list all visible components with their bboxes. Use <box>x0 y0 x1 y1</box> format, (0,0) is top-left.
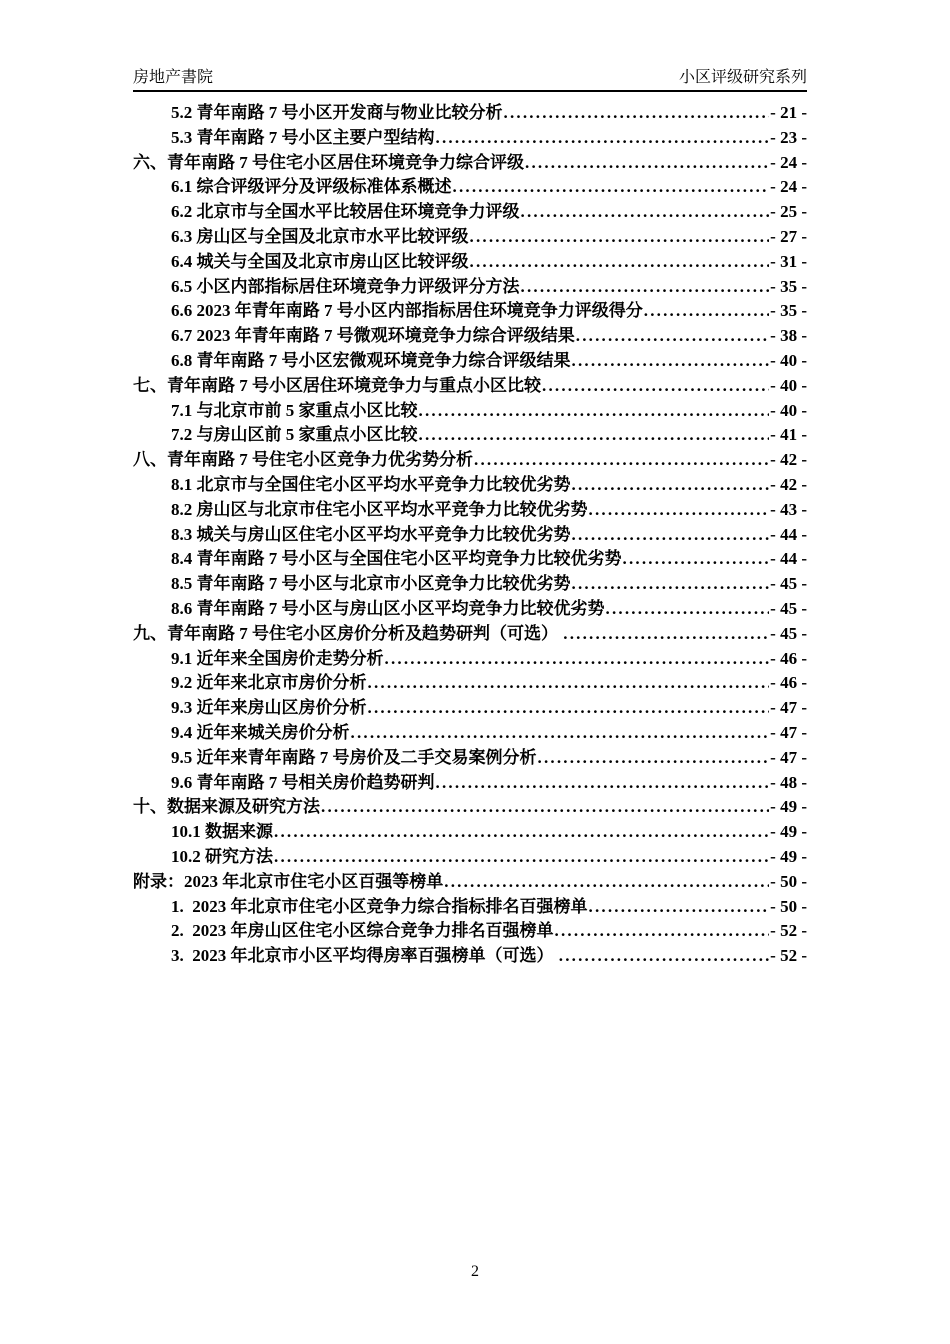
toc-entry <box>133 473 807 498</box>
toc-entry <box>133 771 807 796</box>
dot-leader <box>419 423 770 448</box>
dot-leader <box>542 374 769 399</box>
toc-entry <box>133 324 807 349</box>
toc-entry <box>133 151 807 176</box>
dot-leader <box>419 399 770 424</box>
toc-entry-page: - 46 - <box>770 648 807 668</box>
toc-entry-label: 6.8 青年南路 7 号小区宏微观环境竞争力综合评级结果 <box>171 350 571 370</box>
page-footer <box>0 1260 950 1284</box>
toc-entry-label: 8.4 青年南路 7 号小区与全国住宅小区平均竞争力比较优劣势 <box>171 549 622 569</box>
toc-entry-page: - 41 - <box>770 425 807 445</box>
toc-entry <box>133 200 807 225</box>
toc-entry <box>133 597 807 622</box>
toc-entry-label: 八、青年南路 7 号住宅小区竞争力优劣势分析 <box>133 450 473 470</box>
toc-entry <box>133 845 807 870</box>
toc-entry-page: - 48 - <box>770 772 807 792</box>
toc-entry <box>133 721 807 746</box>
toc-entry-page: - 44 - <box>770 549 807 569</box>
toc-entry-page: - 40 - <box>770 375 807 395</box>
dot-leader <box>321 795 769 820</box>
toc-entry-page: - 45 - <box>770 574 807 594</box>
toc-entry <box>133 299 807 324</box>
toc-entry-page: - 50 - <box>770 896 807 916</box>
toc-entry-page: - 47 - <box>770 747 807 767</box>
toc-entry-page: - 45 - <box>770 623 807 643</box>
toc-entry-label: 10.1 数据来源 <box>171 822 273 842</box>
dot-leader <box>572 572 770 597</box>
toc-entry-label: 3. 2023 年北京市小区平均得房率百强榜单（可选） <box>171 946 558 966</box>
toc-entry <box>133 895 807 920</box>
dot-leader <box>470 250 770 275</box>
dot-leader <box>572 523 770 548</box>
toc-entry <box>133 795 807 820</box>
dot-leader <box>351 721 770 746</box>
toc-entry-page: - 45 - <box>770 598 807 618</box>
toc-entry-page: - 50 - <box>770 871 807 891</box>
toc-entry-label: 9.5 近年来青年南路 7 号房价及二手交易案例分析 <box>171 747 537 767</box>
toc-entry-page: - 23 - <box>770 127 807 147</box>
dot-leader <box>559 944 769 969</box>
toc-entry-label: 5.2 青年南路 7 号小区开发商与物业比较分析 <box>171 103 503 122</box>
toc-entry-label: 1. 2023 年北京市住宅小区竞争力综合指标排名百强榜单 <box>171 896 588 916</box>
toc-entry-label: 5.3 青年南路 7 号小区主要户型结构 <box>171 127 435 147</box>
toc-entry-page: - 43 - <box>770 499 807 519</box>
dot-leader <box>644 299 769 324</box>
dot-leader <box>436 771 770 796</box>
toc-entry-page: - 42 - <box>770 450 807 470</box>
toc-entry-label: 附录：2023 年北京市住宅小区百强等榜单 <box>133 871 444 891</box>
table-of-contents <box>133 101 807 969</box>
toc-entry-page: - 49 - <box>770 822 807 842</box>
toc-entry-page: - 52 - <box>770 946 807 966</box>
toc-entry-page: - 49 - <box>770 846 807 866</box>
toc-entry-label: 8.1 北京市与全国住宅小区平均水平竞争力比较优劣势 <box>171 474 571 494</box>
dot-leader <box>385 647 770 672</box>
dot-leader <box>368 696 770 721</box>
header-right-text: 小区评级研究系列 <box>678 69 807 86</box>
toc-entry-label: 6.1 综合评级评分及评级标准体系概述 <box>171 177 452 197</box>
toc-entry-label: 十、数据来源及研究方法 <box>133 797 320 817</box>
toc-entry-page: - 52 - <box>770 921 807 941</box>
dot-leader <box>274 845 769 870</box>
page-header <box>133 56 807 92</box>
toc-entry <box>133 547 807 572</box>
toc-entry-label: 6.5 小区内部指标居住环境竞争力评级评分方法 <box>171 276 520 296</box>
toc-entry-label: 8.3 城关与房山区住宅小区平均水平竞争力比较优劣势 <box>171 524 571 544</box>
toc-entry-page: - 24 - <box>770 152 807 172</box>
toc-entry-page: - 31 - <box>770 251 807 271</box>
toc-entry <box>133 746 807 771</box>
toc-entry-page: - 35 - <box>770 276 807 296</box>
toc-entry <box>133 349 807 374</box>
dot-leader <box>623 547 770 572</box>
toc-entry <box>133 498 807 523</box>
toc-entry <box>133 647 807 672</box>
dot-leader <box>453 175 770 200</box>
toc-entry-label: 6.3 房山区与全国及北京市水平比较评级 <box>171 226 469 246</box>
toc-entry <box>133 250 807 275</box>
toc-entry <box>133 919 807 944</box>
dot-leader <box>444 870 769 895</box>
toc-entry-label: 9.2 近年来北京市房价分析 <box>171 673 367 693</box>
toc-entry-label: 六、青年南路 7 号住宅小区居住环境竞争力综合评级 <box>133 152 524 172</box>
toc-entry <box>133 101 807 126</box>
header-left-text: 房地产書院 <box>133 69 214 86</box>
dot-leader <box>606 597 770 622</box>
toc-entry-page: - 27 - <box>770 226 807 246</box>
toc-entry-label: 七、青年南路 7 号小区居住环境竞争力与重点小区比较 <box>133 375 541 395</box>
toc-entry-label: 7.2 与房山区前 5 家重点小区比较 <box>171 425 418 445</box>
toc-entry <box>133 225 807 250</box>
dot-leader <box>525 151 769 176</box>
dot-leader <box>563 622 769 647</box>
toc-entry <box>133 622 807 647</box>
toc-entry-label: 10.2 研究方法 <box>171 846 273 866</box>
dot-leader <box>538 746 770 771</box>
toc-entry-page: - 47 - <box>770 698 807 718</box>
toc-entry <box>133 399 807 424</box>
dot-leader <box>504 101 770 126</box>
toc-entry-label: 7.1 与北京市前 5 家重点小区比较 <box>171 400 418 420</box>
dot-leader <box>474 448 769 473</box>
toc-entry-label: 9.4 近年来城关房价分析 <box>171 722 350 742</box>
toc-entry <box>133 944 807 969</box>
toc-entry <box>133 374 807 399</box>
toc-entry-page: - 35 - <box>770 301 807 321</box>
toc-entry-label: 6.6 2023 年青年南路 7 号小区内部指标居住环境竞争力评级得分 <box>171 301 643 321</box>
toc-entry <box>133 870 807 895</box>
dot-leader <box>572 473 770 498</box>
toc-entry-page: - 47 - <box>770 722 807 742</box>
toc-entry <box>133 523 807 548</box>
toc-entry <box>133 175 807 200</box>
toc-entry-page: - 44 - <box>770 524 807 544</box>
toc-entry-label: 8.2 房山区与北京市住宅小区平均水平竞争力比较优劣势 <box>171 499 588 519</box>
dot-leader <box>436 126 770 151</box>
dot-leader <box>589 498 770 523</box>
toc-entry-page: - 21 - <box>770 103 807 122</box>
toc-entry-page: - 46 - <box>770 673 807 693</box>
toc-entry-page: - 40 - <box>770 350 807 370</box>
toc-entry-label: 8.6 青年南路 7 号小区与房山区小区平均竞争力比较优劣势 <box>171 598 605 618</box>
toc-entry <box>133 448 807 473</box>
toc-entry-label: 6.7 2023 年青年南路 7 号微观环境竞争力综合评级结果 <box>171 326 575 346</box>
toc-entry <box>133 696 807 721</box>
dot-leader <box>521 275 770 300</box>
toc-entry-page: - 42 - <box>770 474 807 494</box>
dot-leader <box>576 324 769 349</box>
toc-entry-label: 9.3 近年来房山区房价分析 <box>171 698 367 718</box>
toc-entry-label: 2. 2023 年房山区住宅小区综合竞争力排名百强榜单 <box>171 921 554 941</box>
toc-entry-label: 9.6 青年南路 7 号相关房价趋势研判 <box>171 772 435 792</box>
toc-entry-label: 6.4 城关与全国及北京市房山区比较评级 <box>171 251 469 271</box>
toc-entry-label: 8.5 青年南路 7 号小区与北京市小区竞争力比较优劣势 <box>171 574 571 594</box>
dot-leader <box>555 919 770 944</box>
toc-entry <box>133 126 807 151</box>
toc-entry <box>133 423 807 448</box>
dot-leader <box>589 895 770 920</box>
toc-entry-label: 9.1 近年来全国房价走势分析 <box>171 648 384 668</box>
dot-leader <box>368 671 770 696</box>
toc-entry <box>133 671 807 696</box>
toc-entry-label: 6.2 北京市与全国水平比较居住环境竞争力评级 <box>171 202 520 222</box>
dot-leader <box>521 200 770 225</box>
page-number: 2 <box>471 1263 479 1280</box>
dot-leader <box>470 225 770 250</box>
toc-entry-page: - 49 - <box>770 797 807 817</box>
dot-leader <box>572 349 770 374</box>
dot-leader <box>274 820 769 845</box>
toc-entry-page: - 38 - <box>770 326 807 346</box>
toc-entry-page: - 40 - <box>770 400 807 420</box>
toc-entry <box>133 275 807 300</box>
toc-entry-label: 九、青年南路 7 号住宅小区房价分析及趋势研判（可选） <box>133 623 563 643</box>
toc-entry <box>133 572 807 597</box>
toc-entry-page: - 25 - <box>770 202 807 222</box>
toc-entry-page: - 24 - <box>770 177 807 197</box>
toc-entry <box>133 820 807 845</box>
